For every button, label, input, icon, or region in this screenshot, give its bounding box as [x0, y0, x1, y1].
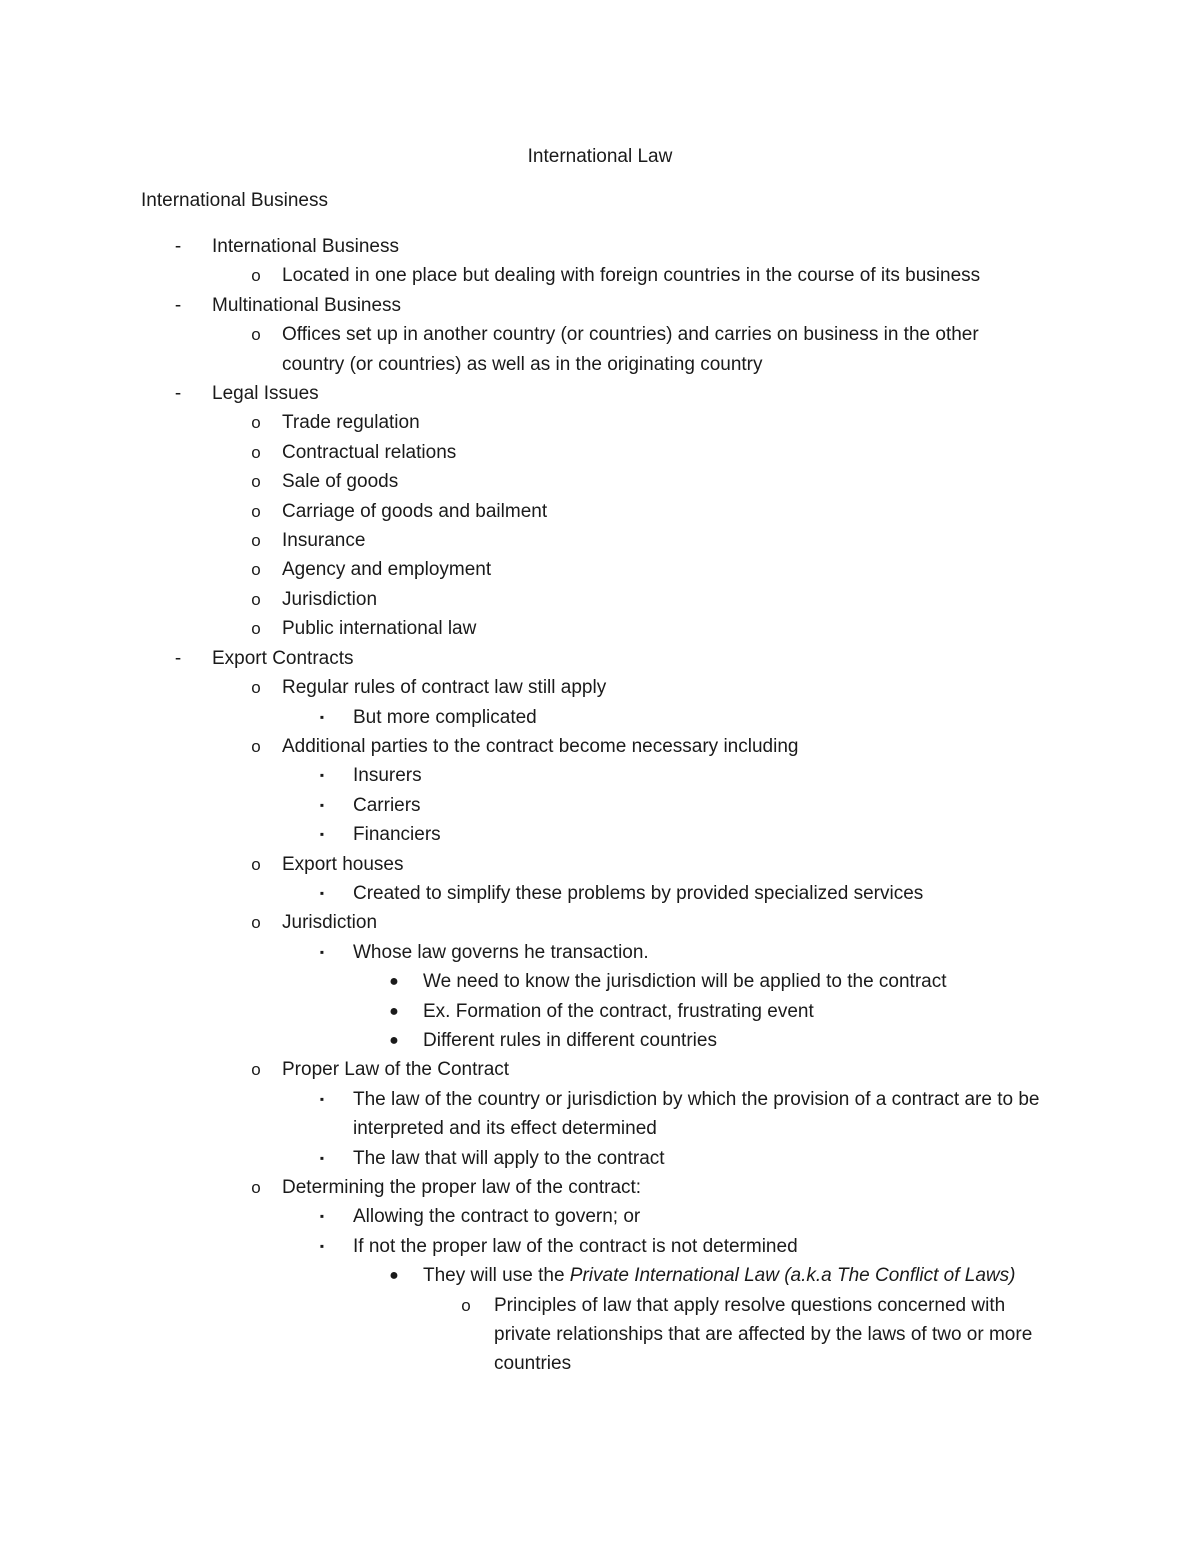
outline-item-level-2: [0, 850, 1200, 879]
item-text: Financiers: [353, 824, 441, 846]
item-text: Additional parties to the contract become necessary including: [282, 735, 799, 757]
outline-item-level-2: [0, 408, 1200, 437]
outline-item-level-2: [0, 261, 1200, 290]
outline-item-level-2: [0, 320, 1200, 379]
outline-item-text: [282, 614, 1032, 643]
outline-item-level-5: [0, 1291, 1200, 1379]
outline-item-text: [353, 1202, 1053, 1231]
item-text: International Business: [212, 236, 399, 257]
bullet-marker: ▪: [319, 709, 325, 724]
outline-item-text: [423, 1261, 1063, 1290]
item-text: Different rules in different countries: [423, 1029, 717, 1051]
outline-item-level-2: [0, 497, 1200, 526]
outline-item-level-2: [0, 585, 1200, 614]
outline-item-text: [353, 938, 1053, 967]
outline-item-text: [282, 1173, 1032, 1202]
outline-item-level-4: [0, 1026, 1200, 1055]
outline-item-level-2: [0, 1055, 1200, 1084]
outline-item-text: [423, 1026, 1063, 1055]
outline-item-text: [353, 791, 1053, 820]
item-text: Whose law governs he transaction.: [353, 941, 649, 963]
item-text: Carriers: [353, 794, 421, 816]
item-text: Jurisdiction: [282, 588, 378, 610]
item-text: Ex. Formation of the contract, frustrating event: [423, 1000, 814, 1022]
bullet-marker: ▪: [319, 885, 325, 900]
bullet-marker: ▪: [319, 1209, 325, 1224]
item-text: Principles of law that apply resolve questions concerned with private relationships that are affected by the laws of two or more countries: [494, 1294, 1033, 1375]
outline-item-text: [353, 1232, 1053, 1261]
bullet-marker: o: [251, 1060, 261, 1080]
outline-item-text: [282, 732, 1032, 761]
outline-item-level-1: [0, 291, 1200, 320]
outline-item-text: [212, 232, 972, 261]
outline-item-level-2: [0, 467, 1200, 496]
bullet-marker: o: [251, 913, 261, 933]
bullet-marker: ▪: [319, 827, 325, 842]
bullet-marker: ▪: [319, 1091, 325, 1106]
outline-item-text: [423, 967, 1063, 996]
bullet-marker: o: [251, 678, 261, 698]
outline-item-level-3: [0, 1085, 1200, 1144]
outline-item-level-2: [0, 1173, 1200, 1202]
item-text: Export Contracts: [212, 647, 354, 669]
bullet-marker: ●: [389, 973, 399, 991]
bullet-marker: ▪: [319, 944, 325, 959]
item-text: Public international law: [282, 618, 477, 640]
outline-item-level-2: [0, 732, 1200, 761]
bullet-marker: -: [174, 647, 182, 669]
outline-item-level-2: [0, 438, 1200, 467]
bullet-marker: o: [251, 1178, 261, 1197]
item-text: Proper Law of the Contract: [282, 1059, 510, 1081]
item-text: Sale of goods: [282, 471, 399, 493]
bullet-marker: o: [251, 854, 261, 874]
item-text: We need to know the jurisdiction will be applied to the contract: [423, 971, 947, 993]
item-italic-text: Private International Law (a.k.a The Conflict of Laws): [569, 1265, 1016, 1287]
item-text: They will use the: [423, 1265, 570, 1287]
outline-item-text: [282, 555, 1032, 584]
bullet-marker: -: [174, 236, 182, 257]
outline-item-text: [282, 850, 1032, 879]
bullet-marker: ●: [389, 1002, 399, 1020]
item-text: Insurance: [282, 530, 366, 552]
section-heading: International Business: [141, 190, 328, 211]
outline-item-level-2: [0, 526, 1200, 555]
outline-item-level-2: [0, 614, 1200, 643]
outline-item-text: [212, 379, 972, 408]
outline-item-text: [212, 291, 972, 320]
outline-item-level-3: [0, 703, 1200, 732]
outline-item-text: [353, 879, 1053, 908]
outline-item-level-4: [0, 1261, 1200, 1290]
outline-item-text: [212, 644, 972, 673]
outline-item-text: [282, 497, 1032, 526]
outline-item-text: [353, 703, 1053, 732]
bullet-marker: o: [251, 472, 261, 492]
bullet-marker: o: [251, 442, 261, 462]
bullet-marker: o: [251, 531, 261, 551]
outline-item-text: [282, 261, 1032, 290]
bullet-marker: ●: [389, 1031, 399, 1049]
item-text: If not the proper law of the contract is not determined: [353, 1235, 798, 1257]
outline-item-level-3: [0, 879, 1200, 908]
outline-item-level-1: [0, 644, 1200, 673]
item-text: Agency and employment: [282, 559, 492, 581]
bullet-marker: o: [251, 619, 261, 639]
item-text: Insurers: [353, 765, 422, 787]
outline-item-text: [282, 438, 1032, 467]
outline-item-level-3: [0, 791, 1200, 820]
item-text: Carriage of goods and bailment: [282, 500, 548, 522]
outline-item-text: [353, 761, 1053, 790]
outline-item-level-4: [0, 967, 1200, 996]
outline-item-level-2: [0, 555, 1200, 584]
outline-item-text: [494, 1291, 1044, 1379]
outline-item-text: [423, 997, 1063, 1026]
outline-item-level-3: [0, 1202, 1200, 1231]
item-text: Trade regulation: [282, 412, 420, 434]
bullet-marker: o: [251, 413, 261, 433]
bullet-marker: o: [251, 266, 261, 286]
item-text: Offices set up in another country (or countries) and carries on business in the other country (or countries) as well as in the originating country: [282, 324, 979, 375]
item-text: Determining the proper law of the contract:: [282, 1177, 642, 1198]
outline-item-text: [353, 1144, 1053, 1173]
outline-item-text: [282, 467, 1032, 496]
item-text: Created to simplify these problems by provided specialized services: [353, 882, 924, 904]
bullet-marker: o: [251, 560, 261, 580]
bullet-marker: ▪: [319, 1238, 325, 1253]
item-text: Export houses: [282, 853, 404, 875]
item-text: Multinational Business: [212, 294, 402, 316]
bullet-marker: o: [251, 589, 261, 609]
outline-item-level-3: [0, 1144, 1200, 1173]
outline-item-text: [282, 408, 1032, 437]
outline-item-text: [282, 673, 1032, 702]
item-text: Allowing the contract to govern; or: [353, 1206, 641, 1228]
item-text: But more complicated: [353, 706, 537, 728]
item-text: Contractual relations: [282, 441, 457, 463]
outline-list: [0, 232, 1200, 1379]
outline-item-level-3: [0, 820, 1200, 849]
outline-item-text: [282, 908, 1032, 937]
outline-item-text: [282, 320, 1032, 379]
outline-item-level-2: [0, 673, 1200, 702]
bullet-marker: o: [251, 501, 261, 521]
document-title: International Law: [527, 146, 673, 167]
outline-item-text: [282, 585, 1032, 614]
item-text: The law of the country or jurisdiction by which the provision of a contract are to be interpreted and its effect determined: [353, 1088, 1040, 1140]
item-text: Jurisdiction: [282, 912, 378, 934]
outline-item-text: [353, 1085, 1053, 1144]
bullet-marker: -: [174, 383, 182, 405]
bullet-marker: o: [461, 1295, 471, 1315]
item-text: Regular rules of contract law still apply: [282, 677, 607, 699]
outline-item-level-4: [0, 997, 1200, 1026]
outline-item-level-1: [0, 232, 1200, 261]
outline-item-text: [353, 820, 1053, 849]
outline-item-level-1: [0, 379, 1200, 408]
bullet-marker: o: [251, 325, 261, 345]
item-text: Legal Issues: [212, 383, 319, 405]
outline-item-level-3: [0, 1232, 1200, 1261]
outline-item-level-3: [0, 938, 1200, 967]
item-text: The law that will apply to the contract: [353, 1147, 665, 1169]
outline-item-text: [282, 526, 1032, 555]
outline-item-level-3: [0, 761, 1200, 790]
bullet-marker: ▪: [319, 1150, 325, 1165]
bullet-marker: ▪: [319, 797, 325, 812]
bullet-marker: o: [251, 736, 261, 756]
bullet-marker: ●: [389, 1267, 399, 1285]
bullet-marker: -: [174, 294, 182, 316]
outline-item-level-2: [0, 908, 1200, 937]
outline-item-text: [282, 1055, 1032, 1084]
bullet-marker: ▪: [319, 768, 325, 783]
item-text: Located in one place but dealing with foreign countries in the course of its business: [282, 265, 981, 287]
